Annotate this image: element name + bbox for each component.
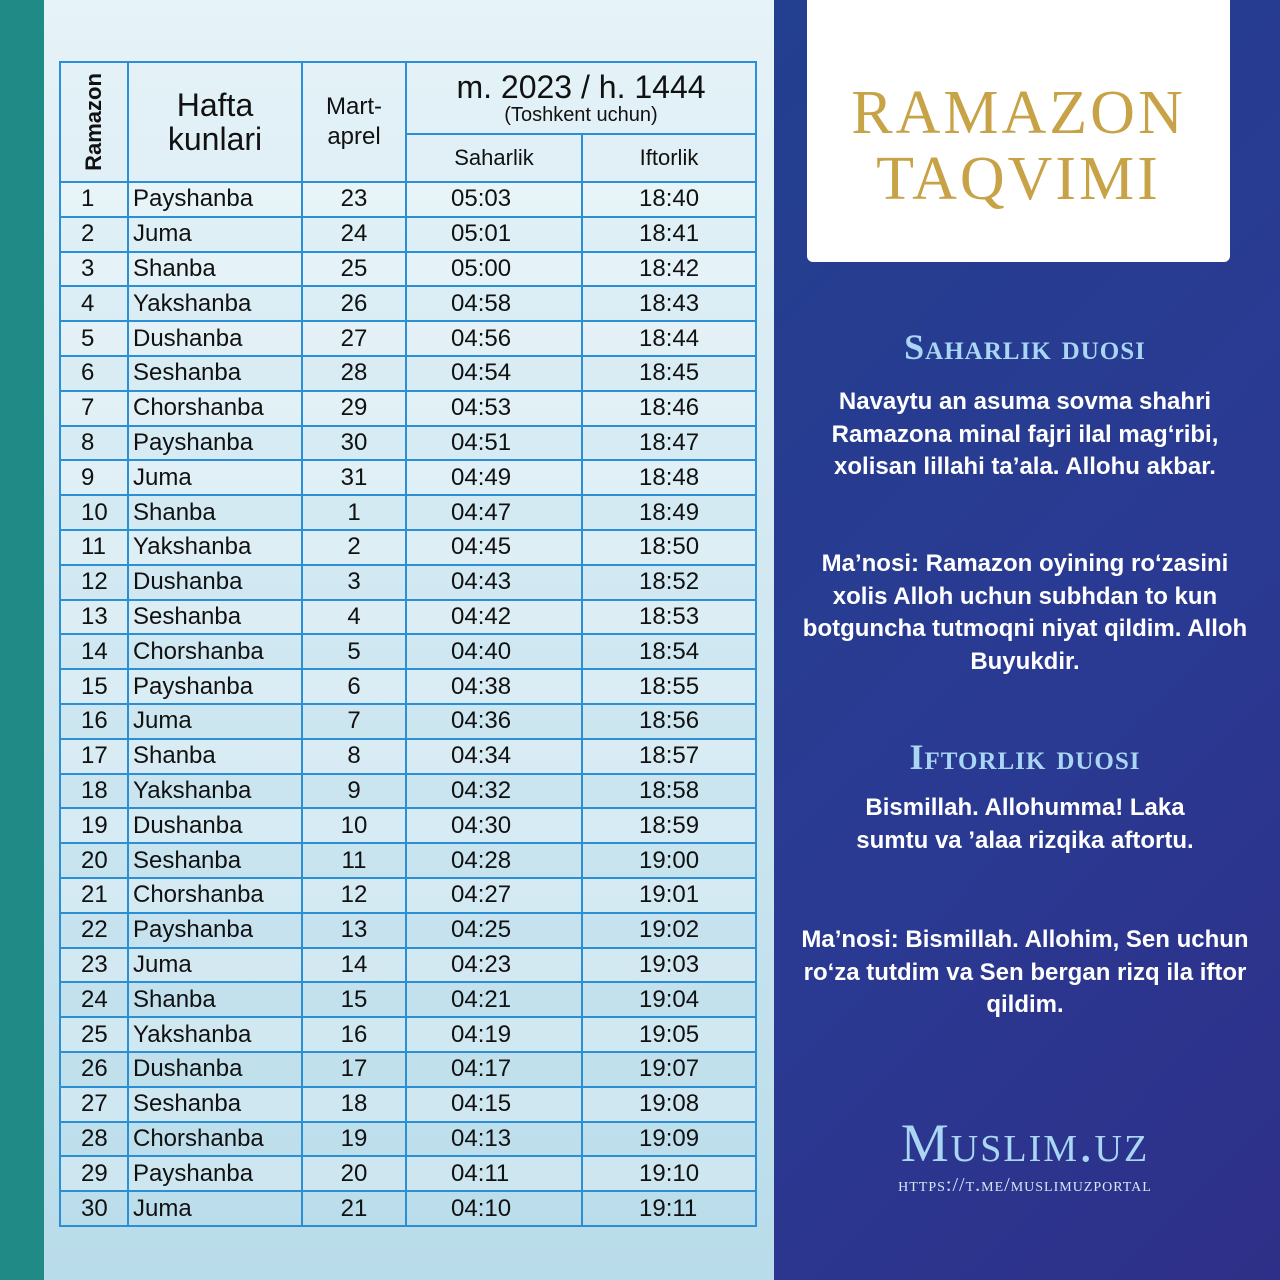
day-number-cell: 24 bbox=[60, 982, 128, 1017]
iftorlik-time-cell: 18:53 bbox=[582, 600, 756, 635]
table-row bbox=[60, 739, 756, 774]
weekday-cell: Juma bbox=[128, 460, 302, 495]
date-cell: 5 bbox=[302, 634, 406, 669]
saharlik-time-cell: 04:56 bbox=[406, 321, 582, 356]
date-cell: 23 bbox=[302, 182, 406, 217]
table-row bbox=[60, 182, 756, 217]
weekday-cell: Payshanba bbox=[128, 426, 302, 461]
table-row bbox=[60, 321, 756, 356]
iftorlik-text: Bismillah. Allohumma! Laka sumtu va ’alaa rizqika aftortu. bbox=[856, 794, 1194, 854]
day-number-cell: 9 bbox=[60, 460, 128, 495]
saharlik-time-cell: 04:49 bbox=[406, 460, 582, 495]
date-cell: 30 bbox=[302, 426, 406, 461]
weekday-cell: Chorshanba bbox=[128, 634, 302, 669]
day-number-cell: 20 bbox=[60, 843, 128, 878]
date-cell: 24 bbox=[302, 217, 406, 252]
date-cell: 19 bbox=[302, 1122, 406, 1157]
table-row bbox=[60, 286, 756, 321]
iftorlik-time-cell: 19:03 bbox=[582, 948, 756, 983]
day-number-cell: 12 bbox=[60, 565, 128, 600]
year-subtitle: (Toshkent uchun) bbox=[504, 104, 658, 126]
weekday-cell: Juma bbox=[128, 948, 302, 983]
iftorlik-time-cell: 18:47 bbox=[582, 426, 756, 461]
table-row bbox=[60, 669, 756, 704]
saharlik-title: Saharlik duosi bbox=[904, 327, 1146, 367]
date-cell: 3 bbox=[302, 565, 406, 600]
saharlik-time-cell: 04:53 bbox=[406, 391, 582, 426]
saharlik-time-cell: 04:10 bbox=[406, 1191, 582, 1226]
table-row bbox=[60, 460, 756, 495]
teal-side-strip bbox=[0, 0, 44, 1280]
iftorlik-time-cell: 19:02 bbox=[582, 913, 756, 948]
iftorlik-time-cell: 18:44 bbox=[582, 321, 756, 356]
iftorlik-time-cell: 18:49 bbox=[582, 495, 756, 530]
iftorlik-time-cell: 18:48 bbox=[582, 460, 756, 495]
iftorlik-time-cell: 18:45 bbox=[582, 356, 756, 391]
table-row bbox=[60, 217, 756, 252]
table-row bbox=[60, 913, 756, 948]
weekday-cell: Shanba bbox=[128, 982, 302, 1017]
saharlik-text: Navaytu an asuma sovma shahri Ramazona minal fajri ilal mag‘ribi, xolisan lillahi ta’ala. Allohu akbar. bbox=[831, 388, 1219, 480]
header-iftorlik: Iftorlik bbox=[582, 134, 756, 182]
date-cell: 7 bbox=[302, 704, 406, 739]
day-number-cell: 16 bbox=[60, 704, 128, 739]
banner-title-line2: TAQVIMI bbox=[876, 145, 1161, 213]
date-cell: 16 bbox=[302, 1017, 406, 1052]
iftorlik-time-cell: 18:42 bbox=[582, 252, 756, 287]
saharlik-time-cell: 04:38 bbox=[406, 669, 582, 704]
iftorlik-time-cell: 18:43 bbox=[582, 286, 756, 321]
saharlik-time-cell: 04:23 bbox=[406, 948, 582, 983]
saharlik-time-cell: 04:54 bbox=[406, 356, 582, 391]
day-number-cell: 29 bbox=[60, 1156, 128, 1191]
iftorlik-meaning: Ma’nosi: Bismillah. Allohim, Sen uchun ro‘za tutdim va Sen bergan rizq ila iftor qildim. bbox=[801, 926, 1249, 1018]
iftorlik-time-cell: 18:40 bbox=[582, 182, 756, 217]
iftorlik-time-cell: 18:55 bbox=[582, 669, 756, 704]
date-cell: 26 bbox=[302, 286, 406, 321]
weekday-cell: Seshanba bbox=[128, 356, 302, 391]
table-row bbox=[60, 530, 756, 565]
table-row bbox=[60, 982, 756, 1017]
day-number-cell: 11 bbox=[60, 530, 128, 565]
table-row bbox=[60, 774, 756, 809]
saharlik-time-cell: 05:01 bbox=[406, 217, 582, 252]
date-cell: 25 bbox=[302, 252, 406, 287]
weekday-cell: Payshanba bbox=[128, 1156, 302, 1191]
weekday-cell: Dushanba bbox=[128, 321, 302, 356]
saharlik-time-cell: 04:15 bbox=[406, 1087, 582, 1122]
weekday-cell: Juma bbox=[128, 1191, 302, 1226]
date-cell: 15 bbox=[302, 982, 406, 1017]
day-number-cell: 26 bbox=[60, 1052, 128, 1087]
day-number-cell: 21 bbox=[60, 878, 128, 913]
header-mart-aprel: Mart-aprel bbox=[302, 62, 406, 182]
date-cell: 17 bbox=[302, 1052, 406, 1087]
date-cell: 18 bbox=[302, 1087, 406, 1122]
date-cell: 31 bbox=[302, 460, 406, 495]
day-number-cell: 4 bbox=[60, 286, 128, 321]
saharlik-time-cell: 04:34 bbox=[406, 739, 582, 774]
saharlik-time-cell: 04:28 bbox=[406, 843, 582, 878]
iftorlik-time-cell: 19:10 bbox=[582, 1156, 756, 1191]
table-row bbox=[60, 878, 756, 913]
table-row bbox=[60, 426, 756, 461]
day-number-cell: 7 bbox=[60, 391, 128, 426]
iftorlik-time-cell: 19:11 bbox=[582, 1191, 756, 1226]
year-title: m. 2023 / h. 1444 bbox=[456, 69, 706, 105]
weekday-cell: Yakshanba bbox=[128, 286, 302, 321]
saharlik-time-cell: 04:47 bbox=[406, 495, 582, 530]
iftorlik-time-cell: 19:04 bbox=[582, 982, 756, 1017]
date-cell: 11 bbox=[302, 843, 406, 878]
saharlik-time-cell: 05:00 bbox=[406, 252, 582, 287]
weekday-cell: Chorshanba bbox=[128, 878, 302, 913]
weekday-cell: Yakshanba bbox=[128, 530, 302, 565]
iftorlik-time-cell: 18:50 bbox=[582, 530, 756, 565]
iftorlik-time-cell: 19:01 bbox=[582, 878, 756, 913]
saharlik-time-cell: 04:30 bbox=[406, 808, 582, 843]
day-number-cell: 14 bbox=[60, 634, 128, 669]
day-number-cell: 28 bbox=[60, 1122, 128, 1157]
date-cell: 27 bbox=[302, 321, 406, 356]
table-row bbox=[60, 948, 756, 983]
weekday-cell: Chorshanba bbox=[128, 391, 302, 426]
date-cell: 20 bbox=[302, 1156, 406, 1191]
weekday-cell: Payshanba bbox=[128, 182, 302, 217]
iftorlik-time-cell: 19:05 bbox=[582, 1017, 756, 1052]
weekday-cell: Juma bbox=[128, 217, 302, 252]
date-cell: 12 bbox=[302, 878, 406, 913]
day-number-cell: 2 bbox=[60, 217, 128, 252]
table-row bbox=[60, 1052, 756, 1087]
saharlik-time-cell: 04:51 bbox=[406, 426, 582, 461]
table-row bbox=[60, 252, 756, 287]
day-number-cell: 19 bbox=[60, 808, 128, 843]
day-number-cell: 30 bbox=[60, 1191, 128, 1226]
saharlik-time-cell: 04:36 bbox=[406, 704, 582, 739]
saharlik-time-cell: 04:25 bbox=[406, 913, 582, 948]
table-row bbox=[60, 808, 756, 843]
telegram-link[interactable]: https://t.me/muslimuzportal bbox=[898, 1174, 1152, 1196]
header-hafta-kunlari: Hafta kunlari bbox=[128, 62, 302, 182]
iftorlik-title: Iftorlik duosi bbox=[909, 737, 1141, 777]
saharlik-time-cell: 04:21 bbox=[406, 982, 582, 1017]
date-cell: 29 bbox=[302, 391, 406, 426]
iftorlik-time-cell: 18:59 bbox=[582, 808, 756, 843]
table-row bbox=[60, 704, 756, 739]
weekday-cell: Payshanba bbox=[128, 669, 302, 704]
weekday-cell: Shanba bbox=[128, 739, 302, 774]
iftorlik-time-cell: 18:54 bbox=[582, 634, 756, 669]
date-cell: 8 bbox=[302, 739, 406, 774]
table-row bbox=[60, 634, 756, 669]
weekday-cell: Payshanba bbox=[128, 913, 302, 948]
weekday-cell: Yakshanba bbox=[128, 774, 302, 809]
day-number-cell: 3 bbox=[60, 252, 128, 287]
iftorlik-time-cell: 18:58 bbox=[582, 774, 756, 809]
iftorlik-time-cell: 18:41 bbox=[582, 217, 756, 252]
day-number-cell: 18 bbox=[60, 774, 128, 809]
saharlik-time-cell: 04:17 bbox=[406, 1052, 582, 1087]
saharlik-time-cell: 04:45 bbox=[406, 530, 582, 565]
iftorlik-time-cell: 19:09 bbox=[582, 1122, 756, 1157]
saharlik-time-cell: 04:19 bbox=[406, 1017, 582, 1052]
banner-title-line1: RAMAZON bbox=[851, 79, 1186, 147]
table-row bbox=[60, 600, 756, 635]
weekday-cell: Seshanba bbox=[128, 843, 302, 878]
date-cell: 10 bbox=[302, 808, 406, 843]
iftorlik-time-cell: 19:08 bbox=[582, 1087, 756, 1122]
day-number-cell: 8 bbox=[60, 426, 128, 461]
date-cell: 14 bbox=[302, 948, 406, 983]
table-row bbox=[60, 356, 756, 391]
table-row bbox=[60, 1122, 756, 1157]
day-number-cell: 25 bbox=[60, 1017, 128, 1052]
day-number-cell: 17 bbox=[60, 739, 128, 774]
day-number-cell: 22 bbox=[60, 913, 128, 948]
weekday-cell: Dushanba bbox=[128, 565, 302, 600]
saharlik-time-cell: 04:27 bbox=[406, 878, 582, 913]
header-ramazon: Ramazon bbox=[60, 62, 128, 182]
iftorlik-time-cell: 18:46 bbox=[582, 391, 756, 426]
table-row bbox=[60, 1017, 756, 1052]
table-row bbox=[60, 391, 756, 426]
weekday-cell: Juma bbox=[128, 704, 302, 739]
weekday-cell: Shanba bbox=[128, 495, 302, 530]
saharlik-time-cell: 04:40 bbox=[406, 634, 582, 669]
date-cell: 9 bbox=[302, 774, 406, 809]
date-cell: 6 bbox=[302, 669, 406, 704]
iftorlik-time-cell: 19:07 bbox=[582, 1052, 756, 1087]
weekday-cell: Dushanba bbox=[128, 1052, 302, 1087]
date-cell: 1 bbox=[302, 495, 406, 530]
table-row bbox=[60, 1191, 756, 1226]
day-number-cell: 5 bbox=[60, 321, 128, 356]
weekday-cell: Seshanba bbox=[128, 1087, 302, 1122]
date-cell: 28 bbox=[302, 356, 406, 391]
table-row bbox=[60, 495, 756, 530]
weekday-cell: Dushanba bbox=[128, 808, 302, 843]
saharlik-meaning: Ma’nosi: Ramazon oyining ro‘zasini xolis Alloh uchun subhdan to kun botguncha tutmoqni niyat qildim. Alloh Buyukdir. bbox=[802, 550, 1248, 675]
table-row bbox=[60, 843, 756, 878]
day-number-cell: 10 bbox=[60, 495, 128, 530]
day-number-cell: 15 bbox=[60, 669, 128, 704]
weekday-cell: Seshanba bbox=[128, 600, 302, 635]
muslim-uz-logo: Muslim.uz bbox=[900, 1113, 1150, 1173]
weekday-cell: Yakshanba bbox=[128, 1017, 302, 1052]
date-cell: 13 bbox=[302, 913, 406, 948]
ramazon-calendar-table bbox=[59, 61, 757, 1227]
iftorlik-time-cell: 19:00 bbox=[582, 843, 756, 878]
saharlik-time-cell: 05:03 bbox=[406, 182, 582, 217]
day-number-cell: 13 bbox=[60, 600, 128, 635]
date-cell: 2 bbox=[302, 530, 406, 565]
saharlik-time-cell: 04:11 bbox=[406, 1156, 582, 1191]
date-cell: 21 bbox=[302, 1191, 406, 1226]
saharlik-time-cell: 04:43 bbox=[406, 565, 582, 600]
day-number-cell: 27 bbox=[60, 1087, 128, 1122]
table-row bbox=[60, 565, 756, 600]
saharlik-time-cell: 04:42 bbox=[406, 600, 582, 635]
header-saharlik: Saharlik bbox=[406, 134, 582, 182]
saharlik-time-cell: 04:13 bbox=[406, 1122, 582, 1157]
day-number-cell: 23 bbox=[60, 948, 128, 983]
date-cell: 4 bbox=[302, 600, 406, 635]
header-year bbox=[406, 62, 756, 134]
day-number-cell: 6 bbox=[60, 356, 128, 391]
iftorlik-time-cell: 18:56 bbox=[582, 704, 756, 739]
table-row bbox=[60, 1156, 756, 1191]
saharlik-time-cell: 04:32 bbox=[406, 774, 582, 809]
weekday-cell: Chorshanba bbox=[128, 1122, 302, 1157]
table-row bbox=[60, 1087, 756, 1122]
day-number-cell: 1 bbox=[60, 182, 128, 217]
saharlik-time-cell: 04:58 bbox=[406, 286, 582, 321]
iftorlik-time-cell: 18:52 bbox=[582, 565, 756, 600]
weekday-cell: Shanba bbox=[128, 252, 302, 287]
iftorlik-time-cell: 18:57 bbox=[582, 739, 756, 774]
